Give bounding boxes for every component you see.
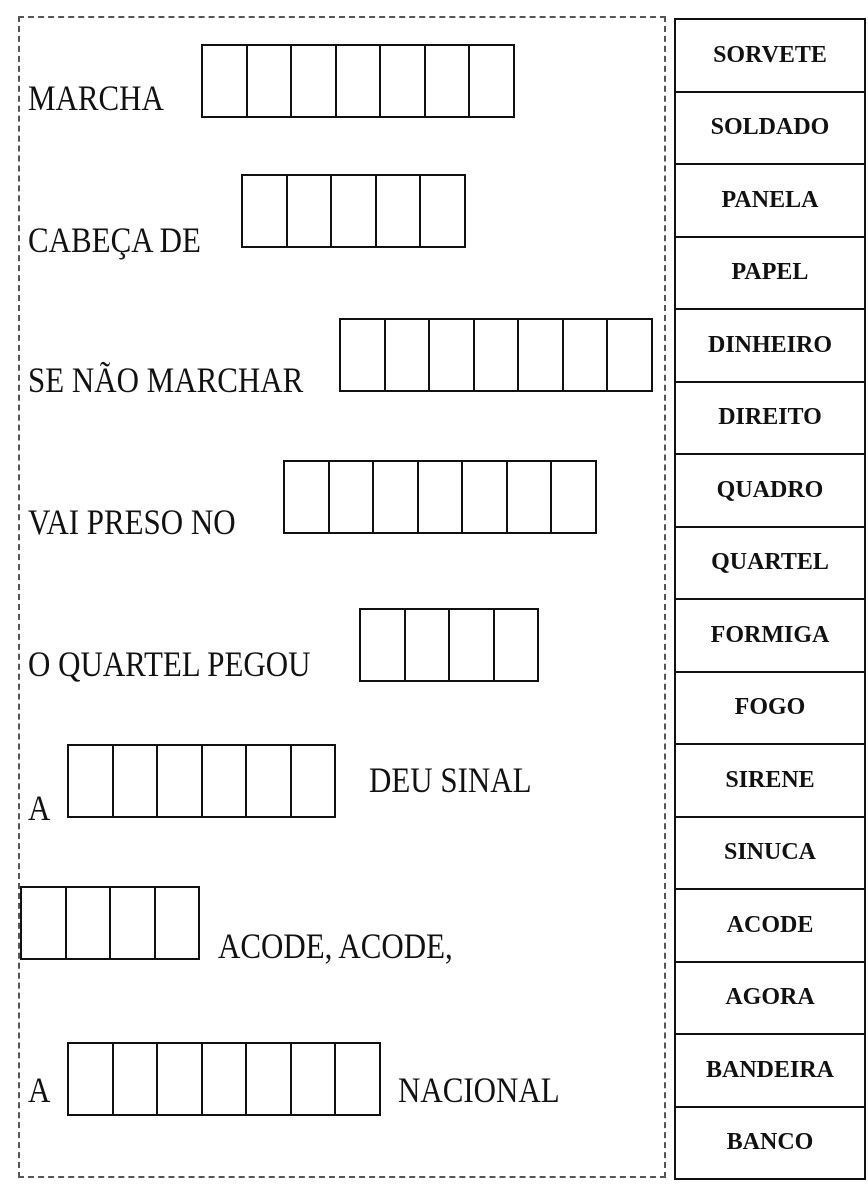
word-bank-item[interactable]: BANDEIRA [676, 1035, 864, 1108]
letter-box[interactable] [154, 886, 201, 960]
letter-box[interactable] [290, 44, 337, 118]
line-8-text-before: A [28, 1070, 51, 1110]
word-bank-item[interactable]: QUARTEL [676, 528, 864, 601]
letter-box[interactable] [493, 608, 540, 682]
line-4-text: VAI PRESO NO [28, 502, 236, 542]
letter-box[interactable] [156, 1042, 203, 1116]
letter-box[interactable] [65, 886, 112, 960]
word-bank [674, 18, 866, 1180]
letter-box[interactable] [328, 460, 375, 534]
letter-box[interactable] [468, 44, 515, 118]
letter-box[interactable] [335, 44, 382, 118]
letter-box[interactable] [550, 460, 597, 534]
line-2-answer-boxes[interactable] [241, 174, 466, 248]
letter-box[interactable] [606, 318, 653, 392]
line-5-answer-boxes[interactable] [359, 608, 539, 682]
letter-box[interactable] [201, 744, 248, 818]
word-bank-item[interactable]: PANELA [676, 165, 864, 238]
letter-box[interactable] [290, 744, 337, 818]
letter-box[interactable] [417, 460, 464, 534]
letter-box[interactable] [109, 886, 156, 960]
line-5-text: O QUARTEL PEGOU [28, 644, 311, 684]
letter-box[interactable] [330, 174, 377, 248]
letter-box[interactable] [419, 174, 466, 248]
line-6-text-before: A [28, 788, 51, 828]
letter-box[interactable] [201, 1042, 248, 1116]
letter-box[interactable] [20, 886, 67, 960]
word-bank-item[interactable]: SOLDADO [676, 93, 864, 166]
word-bank-item[interactable]: QUADRO [676, 455, 864, 528]
letter-box[interactable] [384, 318, 431, 392]
word-bank-item[interactable]: DINHEIRO [676, 310, 864, 383]
line-4-answer-boxes[interactable] [283, 460, 597, 534]
letter-box[interactable] [428, 318, 475, 392]
letter-box[interactable] [67, 1042, 114, 1116]
word-bank-item[interactable]: SORVETE [676, 20, 864, 93]
line-6-answer-boxes[interactable] [67, 744, 336, 818]
letter-box[interactable] [375, 174, 422, 248]
letter-box[interactable] [334, 1042, 381, 1116]
letter-box[interactable] [67, 744, 114, 818]
letter-box[interactable] [424, 44, 471, 118]
word-bank-item[interactable]: SINUCA [676, 818, 864, 891]
word-bank-item[interactable]: ACODE [676, 890, 864, 963]
letter-box[interactable] [448, 608, 495, 682]
letter-box[interactable] [156, 744, 203, 818]
letter-box[interactable] [290, 1042, 337, 1116]
letter-box[interactable] [562, 318, 609, 392]
word-bank-item[interactable]: DIREITO [676, 383, 864, 456]
line-2-text: CABEÇA DE [28, 220, 201, 260]
line-7-text-after: ACODE, ACODE, [218, 926, 453, 966]
letter-box[interactable] [359, 608, 406, 682]
letter-box[interactable] [241, 174, 288, 248]
letter-box[interactable] [473, 318, 520, 392]
line-1-answer-boxes[interactable] [201, 44, 515, 118]
line-3-text: SE NÃO MARCHAR [28, 360, 304, 400]
word-bank-item[interactable]: PAPEL [676, 238, 864, 311]
letter-box[interactable] [201, 44, 248, 118]
line-3-answer-boxes[interactable] [339, 318, 653, 392]
letter-box[interactable] [112, 1042, 159, 1116]
letter-box[interactable] [404, 608, 451, 682]
line-7-answer-boxes[interactable] [20, 886, 200, 960]
word-bank-item[interactable]: FOGO [676, 673, 864, 746]
letter-box[interactable] [372, 460, 419, 534]
line-6-text-after: DEU SINAL [369, 760, 532, 800]
word-bank-item[interactable]: AGORA [676, 963, 864, 1036]
letter-box[interactable] [245, 744, 292, 818]
letter-box[interactable] [246, 44, 293, 118]
letter-box[interactable] [283, 460, 330, 534]
letter-box[interactable] [379, 44, 426, 118]
word-bank-item[interactable]: SIRENE [676, 745, 864, 818]
line-1-text: MARCHA [28, 78, 164, 118]
letter-box[interactable] [461, 460, 508, 534]
letter-box[interactable] [286, 174, 333, 248]
line-8-text-after: NACIONAL [398, 1070, 560, 1110]
letter-box[interactable] [517, 318, 564, 392]
word-bank-item[interactable]: BANCO [726, 1129, 814, 1156]
letter-box[interactable] [339, 318, 386, 392]
line-8-answer-boxes[interactable] [67, 1042, 381, 1116]
letter-box[interactable] [245, 1042, 292, 1116]
word-bank-item[interactable]: FORMIGA [676, 600, 864, 673]
letter-box[interactable] [506, 460, 553, 534]
letter-box[interactable] [112, 744, 159, 818]
